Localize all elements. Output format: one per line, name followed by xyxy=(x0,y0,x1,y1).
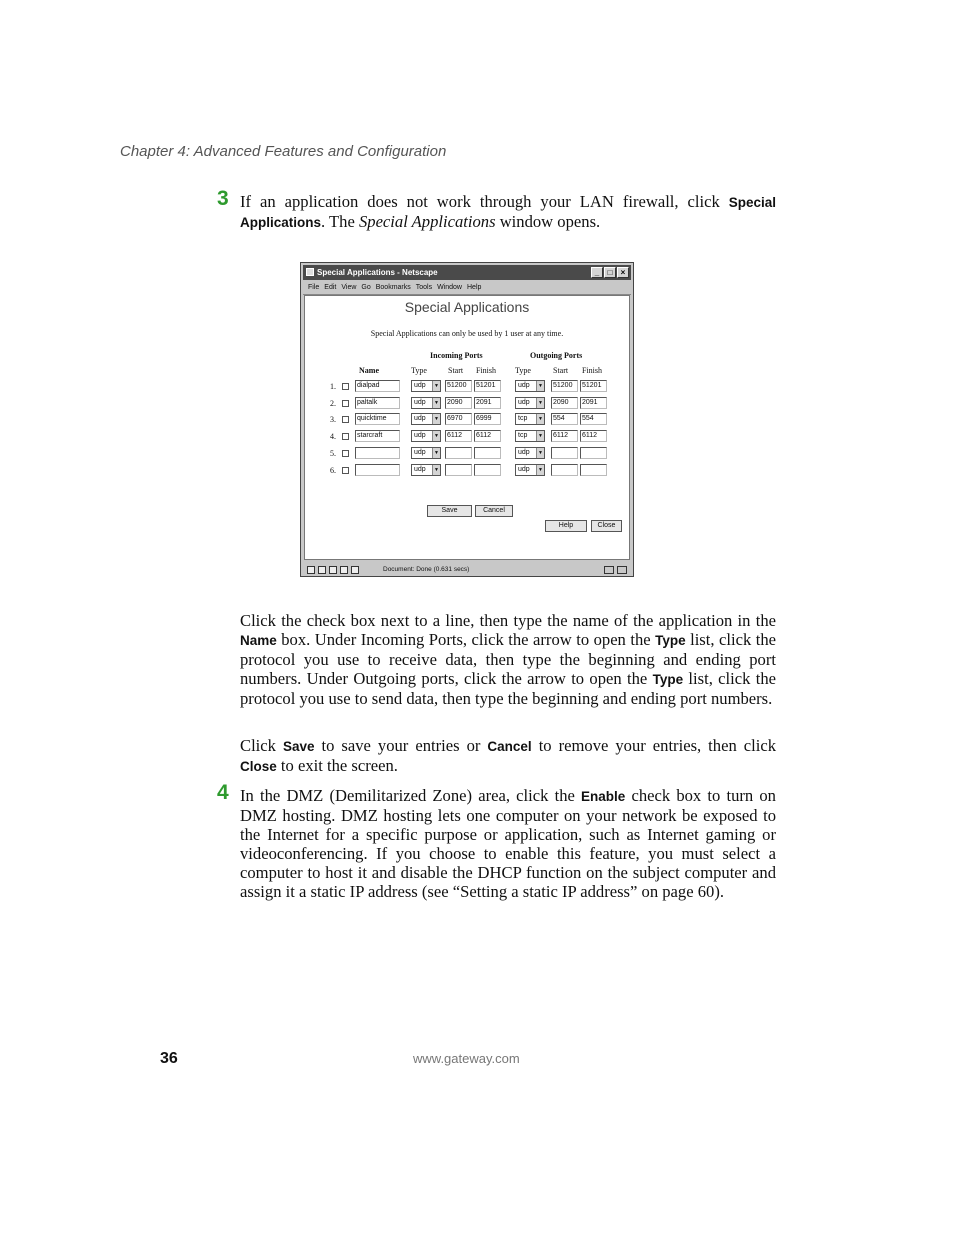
para1-ui-type-2: Type xyxy=(652,672,684,687)
step3-text-b: . The xyxy=(321,212,359,231)
mail-icon[interactable] xyxy=(318,566,326,574)
incoming-type-select[interactable]: udp ▼ xyxy=(411,397,441,409)
menu-view[interactable]: View xyxy=(341,284,357,291)
outgoing-start-field[interactable]: 51200 xyxy=(551,380,578,392)
incoming-finish-field[interactable]: 2091 xyxy=(474,397,501,409)
incoming-start-field[interactable] xyxy=(445,464,472,476)
para2-text-1: Click xyxy=(240,736,283,755)
save-button[interactable]: Save xyxy=(427,505,472,517)
step4-text-1: In the DMZ (Demilitarized Zone) area, click the xyxy=(240,786,582,805)
step3-text xyxy=(240,192,776,232)
page-number: 36 xyxy=(160,1050,178,1067)
outgoing-ports-label: Outgoing Ports xyxy=(530,351,583,360)
maximize-icon[interactable]: □ xyxy=(604,267,616,278)
step3-window-name: Special Applications xyxy=(358,212,496,231)
incoming-type-select[interactable]: udp ▼ xyxy=(411,447,441,459)
menu-tools[interactable]: Tools xyxy=(415,284,433,291)
incoming-finish-field[interactable]: 51201 xyxy=(474,380,501,392)
chevron-down-icon[interactable]: ▼ xyxy=(432,398,440,408)
outgoing-type-select[interactable]: tcp ▼ xyxy=(515,413,545,425)
row-checkbox[interactable] xyxy=(342,433,349,440)
window-title: Special Applications - Netscape xyxy=(317,268,438,277)
address-book-icon[interactable] xyxy=(340,566,348,574)
incoming-finish-field[interactable]: 6112 xyxy=(474,430,501,442)
outgoing-finish-field[interactable]: 6112 xyxy=(580,430,607,442)
outgoing-finish-field[interactable]: 2091 xyxy=(580,397,607,409)
col-in-type: Type xyxy=(411,366,427,375)
status-bar xyxy=(303,564,631,576)
para2-ui-close: Close xyxy=(240,759,277,774)
row-number: 4. xyxy=(330,432,336,442)
para1-text-3: list, click the protocol you use to receive data, then type the beginning and ending port numbers. Under Outgoing ports, click the arrow to open the xyxy=(240,630,777,688)
step-number-4: 4 xyxy=(217,781,229,804)
para2-ui-cancel: Cancel xyxy=(487,739,532,754)
security-lock-icon[interactable] xyxy=(617,566,627,574)
para1-ui-name: Name xyxy=(240,633,277,648)
outgoing-type-select[interactable]: udp ▼ xyxy=(515,464,545,476)
footer-url: www.gateway.com xyxy=(413,1051,520,1066)
row-checkbox[interactable] xyxy=(342,450,349,457)
navigator-icon[interactable] xyxy=(307,566,315,574)
incoming-type-select[interactable]: udp ▼ xyxy=(411,380,441,392)
table-row xyxy=(305,447,629,460)
chevron-down-icon[interactable]: ▼ xyxy=(536,414,544,424)
col-out-finish: Finish xyxy=(582,366,603,375)
chevron-down-icon[interactable]: ▼ xyxy=(432,465,440,475)
page-title: Special Applications xyxy=(404,299,530,315)
incoming-ports-label: Incoming Ports xyxy=(430,351,483,360)
incoming-start-field[interactable]: 6112 xyxy=(445,430,472,442)
chevron-down-icon[interactable]: ▼ xyxy=(536,431,544,441)
netscape-icon xyxy=(306,268,314,276)
chevron-down-icon[interactable]: ▼ xyxy=(432,431,440,441)
menu-go[interactable]: Go xyxy=(361,284,371,291)
chapter-header: Chapter 4: Advanced Features and Configuration xyxy=(120,143,447,160)
para2-ui-save: Save xyxy=(282,739,315,754)
cancel-button[interactable]: Cancel xyxy=(475,505,513,517)
incoming-finish-field[interactable]: 6999 xyxy=(474,413,501,425)
step3-ui-special-applications: Special Applications xyxy=(240,195,776,230)
incoming-start-field[interactable] xyxy=(445,447,472,459)
outgoing-start-field[interactable]: 554 xyxy=(551,413,578,425)
menu-bookmarks[interactable]: Bookmarks xyxy=(375,284,411,291)
name-field[interactable] xyxy=(355,464,400,476)
incoming-type-select[interactable]: udp ▼ xyxy=(411,464,441,476)
chevron-down-icon[interactable]: ▼ xyxy=(536,448,544,458)
row-checkbox[interactable] xyxy=(342,400,349,407)
close-window-icon[interactable]: × xyxy=(617,267,629,278)
chevron-down-icon[interactable]: ▼ xyxy=(536,381,544,391)
table-row xyxy=(305,413,629,426)
menu-help[interactable]: Help xyxy=(467,284,482,291)
name-field[interactable]: dialpad xyxy=(355,380,400,392)
close-button[interactable]: Close xyxy=(591,520,622,532)
incoming-start-field[interactable]: 51200 xyxy=(445,380,472,392)
outgoing-finish-field[interactable] xyxy=(580,464,607,476)
incoming-start-field[interactable]: 2090 xyxy=(445,397,472,409)
incoming-finish-field[interactable] xyxy=(474,447,501,459)
col-name: Name xyxy=(359,366,379,375)
row-number: 3. xyxy=(330,415,336,425)
outgoing-finish-field[interactable] xyxy=(580,447,607,459)
row-number: 2. xyxy=(330,398,336,408)
name-field[interactable]: starcraft xyxy=(355,430,400,442)
col-out-start: Start xyxy=(553,366,569,375)
outgoing-finish-field[interactable]: 51201 xyxy=(580,380,607,392)
chevron-down-icon[interactable]: ▼ xyxy=(432,414,440,424)
outgoing-type-select[interactable]: udp ▼ xyxy=(515,447,545,459)
menu-file[interactable]: File xyxy=(308,284,320,291)
menu-window[interactable]: Window xyxy=(437,284,462,291)
outgoing-finish-field[interactable]: 554 xyxy=(580,413,607,425)
col-in-finish: Finish xyxy=(476,366,497,375)
minimize-icon[interactable]: _ xyxy=(591,267,603,278)
name-field[interactable]: paltalk xyxy=(355,397,400,409)
step-number-3: 3 xyxy=(217,187,229,210)
usage-note: Special Applications can only be used by 1 user at any time. xyxy=(370,329,564,338)
table-row xyxy=(305,380,629,393)
outgoing-start-field[interactable] xyxy=(551,447,578,459)
row-number: 5. xyxy=(330,448,336,458)
row-checkbox[interactable] xyxy=(342,416,349,423)
outgoing-type-select[interactable]: udp ▼ xyxy=(515,380,545,392)
chevron-down-icon[interactable]: ▼ xyxy=(432,448,440,458)
para2-text-3: to remove your entries, then click xyxy=(531,736,776,755)
table-row xyxy=(305,430,629,443)
instructions-paragraph-1 xyxy=(240,611,776,708)
outgoing-start-field[interactable] xyxy=(551,464,578,476)
row-number: 1. xyxy=(330,382,336,391)
chat-icon[interactable] xyxy=(351,566,359,574)
col-in-start: Start xyxy=(448,366,464,375)
chevron-down-icon[interactable]: ▼ xyxy=(536,398,544,408)
row-checkbox[interactable] xyxy=(342,467,349,474)
page-content xyxy=(304,295,630,560)
chevron-down-icon[interactable]: ▼ xyxy=(432,381,440,391)
connection-icon xyxy=(604,566,614,574)
instructions-paragraph-2 xyxy=(240,736,776,776)
step3-text-c: window opens. xyxy=(495,212,601,231)
status-text: Document: Done (0.631 secs) xyxy=(383,566,470,573)
para1-text-4: list, click the protocol you use to send data, then type the beginning and ending port numbers. xyxy=(240,669,776,708)
para2-text-4: to exit the screen. xyxy=(276,756,398,775)
incoming-type-select[interactable]: udp ▼ xyxy=(411,413,441,425)
row-checkbox[interactable] xyxy=(342,383,349,390)
incoming-type-select[interactable]: udp ▼ xyxy=(411,430,441,442)
name-field[interactable] xyxy=(355,447,400,459)
incoming-finish-field[interactable] xyxy=(474,464,501,476)
para2-text-2: to save your entries or xyxy=(314,736,488,755)
composer-icon[interactable] xyxy=(329,566,337,574)
para1-text-2: box. Under Incoming Ports, click the arrow to open the xyxy=(276,630,656,649)
outgoing-start-field[interactable]: 6112 xyxy=(551,430,578,442)
outgoing-start-field[interactable]: 2090 xyxy=(551,397,578,409)
step4-text xyxy=(240,786,776,901)
table-row xyxy=(305,397,629,410)
help-button[interactable]: Help xyxy=(545,520,587,532)
menu-edit[interactable]: Edit xyxy=(324,284,337,291)
chevron-down-icon[interactable]: ▼ xyxy=(536,465,544,475)
special-applications-screenshot xyxy=(300,262,634,577)
incoming-start-field[interactable]: 6970 xyxy=(445,413,472,425)
para1-text-1: Click the check box next to a line, then type the name of the application in the xyxy=(240,611,776,630)
step4-ui-enable: Enable xyxy=(581,789,626,804)
para1-ui-type: Type xyxy=(655,633,686,648)
table-row xyxy=(305,464,629,477)
row-number: 6. xyxy=(330,465,336,475)
name-field[interactable]: quicktime xyxy=(355,413,400,425)
outgoing-type-select[interactable]: tcp ▼ xyxy=(515,430,545,442)
step4-text-2: check box to turn on DMZ hosting. DMZ hosting lets one computer on your network be exposed to the Internet for a specific purpose or application, such as Internet gaming or videoconferencing. If you choose to enable this feature, you must select a computer to host it and disable the DHCP function on the subject computer and assign it a static IP address (see “Setting a static IP address” on page 60). xyxy=(240,786,776,901)
menu-bar xyxy=(303,281,631,295)
col-out-type: Type xyxy=(515,366,531,375)
window-titlebar xyxy=(303,265,631,280)
step3-text-a: If an application does not work through your LAN firewall, click xyxy=(240,192,729,211)
outgoing-type-select[interactable]: udp ▼ xyxy=(515,397,545,409)
